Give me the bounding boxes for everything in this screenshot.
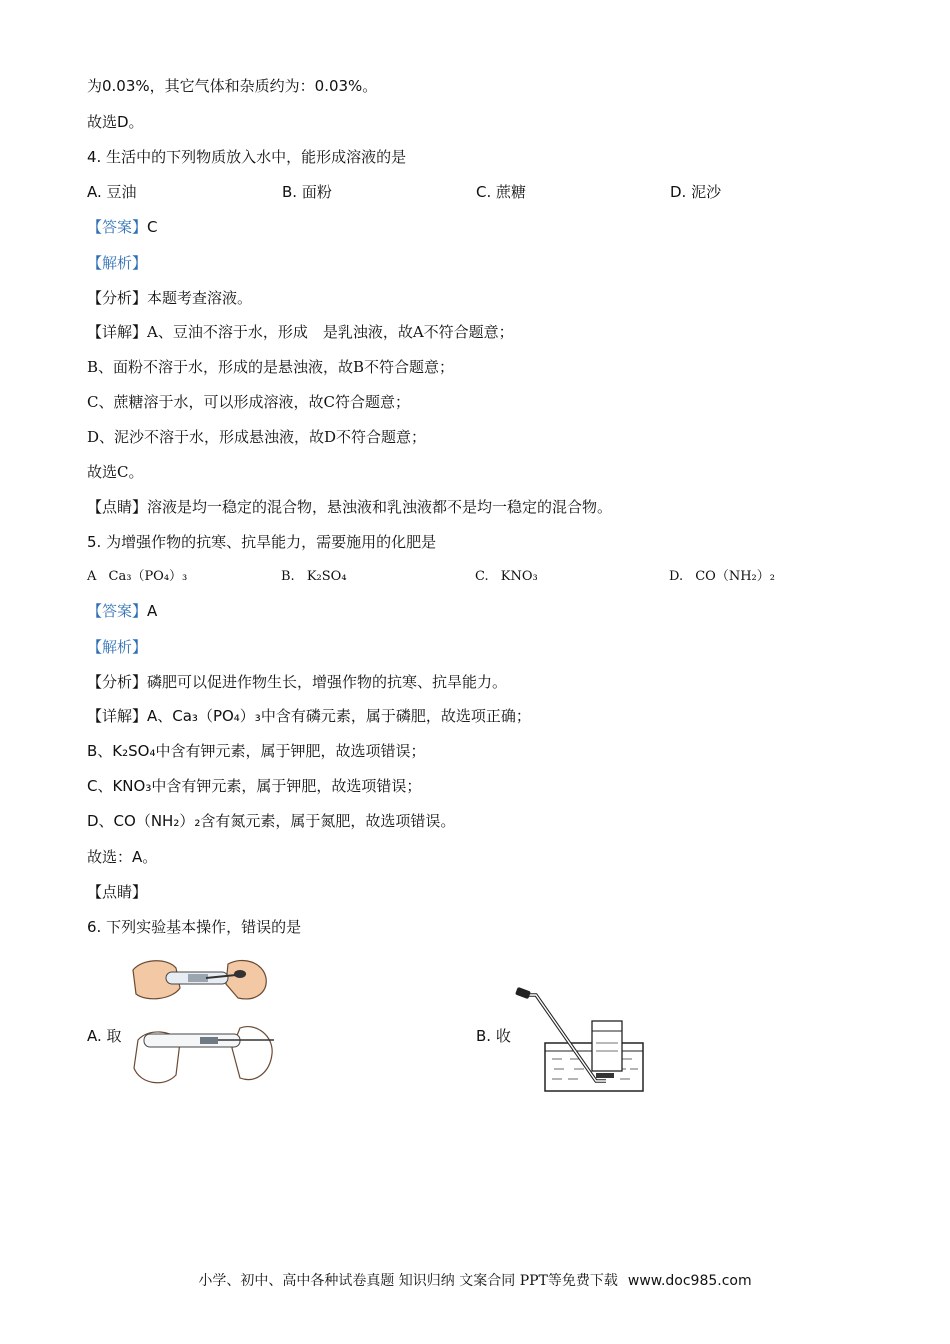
q4-choose: 故选C。: [87, 463, 144, 481]
q5-detail-c: C、KNO₃中含有钾元素，属于钾肥，故选项错误；: [87, 777, 422, 795]
lower-hands-illustration: [134, 1027, 274, 1083]
q5-option-b-label: B.: [281, 569, 295, 584]
q5-option-a-formula: Ca₃（PO₄）₃: [108, 569, 188, 584]
answer-value: A: [147, 602, 158, 620]
q5-detail-a: 【详解】A、Ca₃（PO₄）₃中含有磷元素，属于磷肥，故选项正确；: [87, 707, 531, 725]
q5-detail-d: D、CO（NH₂）₂含有氮元素，属于氮肥，故选项错误。: [87, 812, 456, 830]
answer-tag: 【答案】: [87, 218, 148, 236]
q5-option-a-label: A: [87, 569, 97, 584]
q5-option-c-label: C.: [475, 569, 489, 584]
upper-hands-illustration: [133, 960, 266, 998]
footer-text: 小学、初中、高中各种试卷真题 知识归纳 文案合同 PPT等免费下载: [198, 1273, 618, 1289]
q5-option-b-formula: K₂SO₄: [306, 569, 347, 584]
q5-option-d: [669, 567, 775, 587]
q6-option-b: B. 收: [476, 1027, 511, 1045]
q5-choose: 故选：A。: [87, 848, 158, 866]
q4-option-b: B. 面粉: [282, 183, 332, 201]
answer-value: C: [147, 218, 158, 236]
q4-stem: 4. 生活中的下列物质放入水中，能形成溶液的是: [87, 148, 407, 166]
q4-option-c: C. 蔗糖: [476, 183, 527, 201]
page-footer: [0, 1270, 950, 1290]
q3-tail-line: 为0.03%，其它气体和杂质约为：0.03%。: [87, 77, 378, 95]
q4-option-d: D. 泥沙: [670, 183, 722, 201]
q5-stem: 5. 为增强作物的抗寒、抗旱能力，需要施用的化肥是: [87, 533, 437, 551]
q4-detail-d: D、泥沙不溶于水，形成悬浊液，故D不符合题意；: [87, 428, 427, 446]
footer-url[interactable]: www.doc985.com: [627, 1273, 752, 1289]
q4-option-a: A. 豆油: [87, 183, 137, 201]
test-tube-hands-figure: [128, 950, 278, 1092]
q5-answer: [87, 601, 157, 621]
q4-detail-a: 【详解】A、豆油不溶于水，形成 是乳浊液，故A不符合题意；: [87, 323, 514, 341]
q5-option-a: [87, 567, 187, 587]
q4-analysis-tag: 【解析】: [87, 254, 148, 272]
q5-option-b: [281, 567, 347, 587]
q4-detail-c: C、蔗糖溶于水，可以形成溶液，故C符合题意；: [87, 393, 410, 411]
q4-fenxi: 【分析】本题考查溶液。: [87, 289, 253, 307]
q5-detail-b: B、K₂SO₄中含有钾元素，属于钾肥，故选项错误；: [87, 742, 426, 760]
q4-answer: [87, 217, 158, 237]
q5-analysis-tag: 【解析】: [87, 638, 148, 656]
q5-option-c-formula: KNO₃: [500, 569, 538, 584]
q4-detail-b: B、面粉不溶于水，形成的是悬浊液，故B不符合题意；: [87, 358, 455, 376]
q3-choose: 故选D。: [87, 113, 144, 131]
q5-fenxi: 【分析】磷肥可以促进作物生长，增强作物的抗寒、抗旱能力。: [87, 673, 508, 691]
q5-option-c: [475, 567, 538, 587]
q6-option-a: A. 取: [87, 1027, 122, 1045]
q5-option-d-formula: CO（NH₂）₂: [695, 569, 775, 584]
answer-tag: 【答案】: [87, 602, 148, 620]
q5-option-d-label: D.: [669, 569, 684, 584]
q4-dianjing: 【点睛】溶液是均一稳定的混合物，悬浊液和乳浊液都不是均一稳定的混合物。: [87, 498, 613, 516]
gas-jar-illustration: [592, 1021, 622, 1078]
q6-stem: 6. 下列实验基本操作，错误的是: [87, 918, 302, 936]
gas-collection-figure: [512, 985, 647, 1095]
q5-dianjing: 【点睛】: [87, 883, 148, 901]
